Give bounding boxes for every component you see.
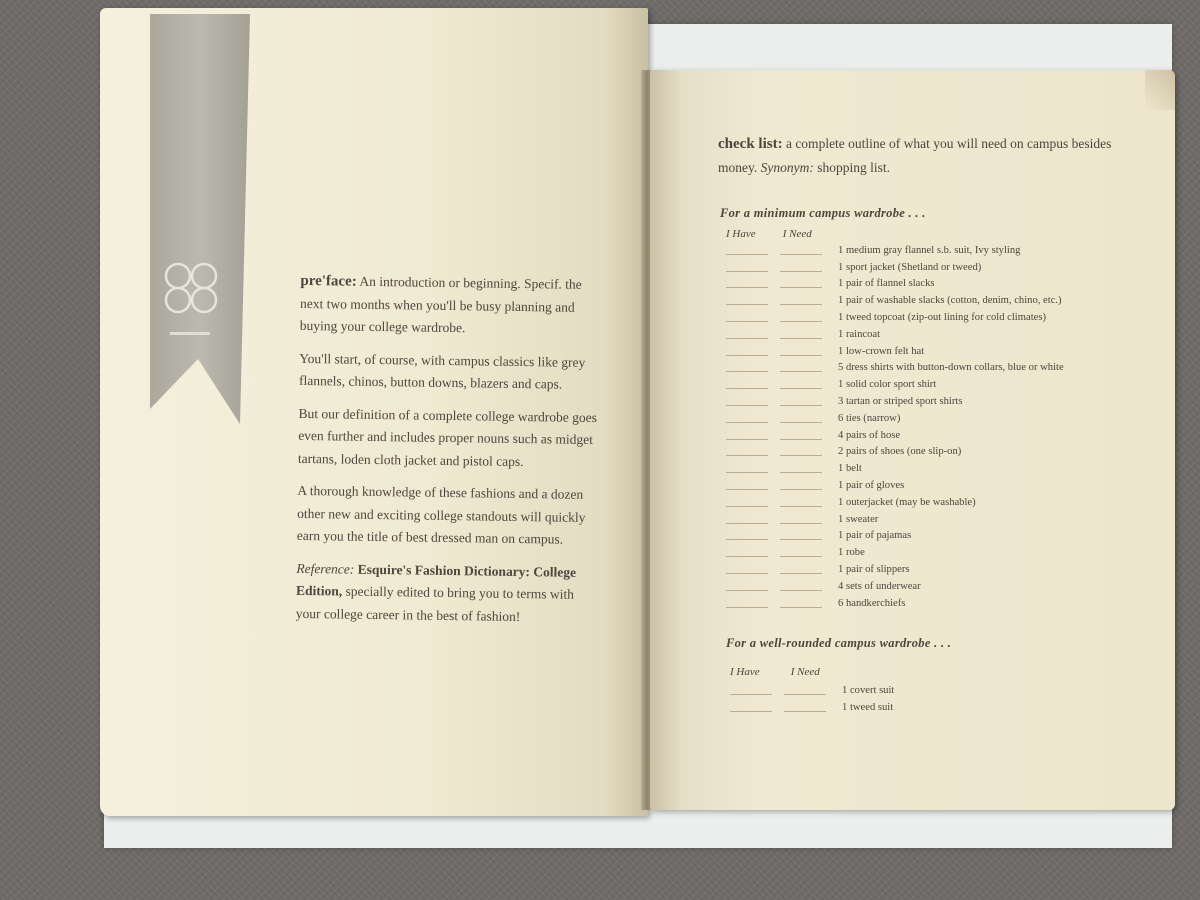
- check-list-definition: [718, 132, 1138, 180]
- check-list-term: check list:: [718, 136, 783, 152]
- list-item: [726, 276, 1064, 293]
- need-checkbox-line[interactable]: [780, 607, 822, 608]
- minimum-wardrobe-list: [726, 242, 1064, 612]
- left-page: [100, 8, 648, 816]
- list-item: [730, 682, 894, 699]
- need-checkbox-line[interactable]: [780, 506, 822, 507]
- item-label: 1 raincoat: [838, 328, 881, 340]
- list-item: [726, 242, 1064, 259]
- need-checkbox-line[interactable]: [780, 388, 822, 389]
- item-label: 1 pair of slippers: [838, 564, 910, 576]
- item-label: 1 sport jacket (Shetland or tweed): [838, 261, 982, 273]
- have-checkbox-line[interactable]: [726, 271, 768, 272]
- item-label: 1 medium gray flannel s.b. suit, Ivy styling: [838, 244, 1021, 256]
- list-item: [726, 376, 1064, 393]
- need-checkbox-line[interactable]: [780, 287, 822, 288]
- list-item: [726, 511, 1064, 528]
- need-checkbox-line[interactable]: [780, 539, 822, 540]
- ribbon-icon: [146, 14, 252, 424]
- reference-label: Reference:: [296, 560, 355, 577]
- have-checkbox-line[interactable]: [726, 371, 768, 372]
- item-label: 1 outerjacket (may be washable): [838, 496, 976, 508]
- have-checkbox-line[interactable]: [726, 472, 768, 473]
- item-label: 6 ties (narrow): [838, 412, 901, 424]
- have-checkbox-line[interactable]: [726, 439, 768, 440]
- list-item: [726, 292, 1064, 309]
- item-label: 1 pair of flannel slacks: [838, 278, 935, 290]
- item-label: 1 solid color sport shirt: [838, 379, 937, 391]
- item-label: 1 pair of pajamas: [838, 530, 912, 542]
- need-checkbox-line[interactable]: [780, 439, 822, 440]
- list-item: [726, 410, 1064, 427]
- have-checkbox-line[interactable]: [726, 422, 768, 423]
- minimum-column-headers: [726, 228, 812, 240]
- item-label: 1 sweater: [838, 513, 879, 525]
- have-checkbox-line[interactable]: [726, 607, 768, 608]
- list-item: [726, 578, 1064, 595]
- item-label: 1 pair of gloves: [838, 480, 905, 492]
- list-item: [726, 477, 1064, 494]
- need-checkbox-line[interactable]: [780, 371, 822, 372]
- list-item: [726, 544, 1064, 561]
- col-have-header: I Have: [730, 666, 760, 678]
- preface-paragraph-1: You'll start, of course, with campus classics like grey flannels, chinos, button downs, blazers and caps.: [298, 350, 586, 392]
- reference-title: Esquire's Fashion Dictionary: College Edition,: [295, 561, 577, 599]
- list-item: [726, 393, 1064, 410]
- have-checkbox-line[interactable]: [726, 304, 768, 305]
- have-checkbox-line[interactable]: [726, 523, 768, 524]
- need-checkbox-line[interactable]: [780, 355, 822, 356]
- need-checkbox-line[interactable]: [780, 321, 822, 322]
- preface-reference: [296, 557, 597, 629]
- reference-rest: specially edited to bring you to terms with your college career in the best of fashion!: [295, 583, 575, 624]
- have-checkbox-line[interactable]: [726, 405, 768, 406]
- item-label: 1 tweed topcoat (zip-out lining for cold climates): [838, 312, 1046, 324]
- have-checkbox-line[interactable]: [726, 573, 768, 574]
- item-label: 4 pairs of hose: [838, 429, 901, 441]
- list-item: [726, 343, 1064, 360]
- have-checkbox-line[interactable]: [726, 287, 768, 288]
- rounded-wardrobe-title: For a well-rounded campus wardrobe . . .: [726, 636, 952, 650]
- have-checkbox-line[interactable]: [726, 355, 768, 356]
- preface-term: pre'face:: [300, 272, 357, 290]
- item-label: 1 robe: [838, 547, 865, 559]
- synonym-value: shopping list.: [817, 160, 890, 175]
- need-checkbox-line[interactable]: [780, 254, 822, 255]
- page-corner-shading: [1145, 70, 1175, 110]
- have-checkbox-line[interactable]: [726, 338, 768, 339]
- col-need-header: I Need: [782, 228, 812, 240]
- list-item: [726, 444, 1064, 461]
- item-label: 1 tweed suit: [842, 701, 894, 713]
- have-checkbox-line[interactable]: [726, 321, 768, 322]
- need-checkbox-line[interactable]: [780, 523, 822, 524]
- item-label: 5 dress shirts with button-down collars, blue or white: [838, 362, 1064, 374]
- have-checkbox-line[interactable]: [730, 694, 772, 695]
- need-checkbox-line[interactable]: [784, 694, 826, 695]
- ribbon-bookmark-graphic: [146, 14, 252, 424]
- right-page: [650, 70, 1175, 810]
- have-checkbox-line[interactable]: [730, 711, 772, 712]
- preface-paragraph-3: A thorough knowledge of these fashions and a dozen other new and exciting college standouts will quickly earn you the title of best dressed man on campus.: [296, 482, 586, 547]
- list-item: [726, 494, 1064, 511]
- col-need-header: I Need: [790, 666, 820, 678]
- need-checkbox-line[interactable]: [780, 422, 822, 423]
- have-checkbox-line[interactable]: [726, 506, 768, 507]
- need-checkbox-line[interactable]: [780, 338, 822, 339]
- need-checkbox-line[interactable]: [780, 455, 822, 456]
- list-item: [726, 460, 1064, 477]
- list-item: [726, 309, 1064, 326]
- check-list-def: a complete outline of what you will need on campus besides money.: [718, 136, 1112, 175]
- preface-definition: [300, 270, 601, 342]
- item-label: 1 pair of washable slacks (cotton, denim, chino, etc.): [838, 295, 1062, 307]
- item-label: 1 belt: [838, 463, 862, 475]
- have-checkbox-line[interactable]: [726, 539, 768, 540]
- list-item: [726, 360, 1064, 377]
- list-item: [726, 259, 1064, 276]
- have-checkbox-line[interactable]: [726, 254, 768, 255]
- have-checkbox-line[interactable]: [726, 556, 768, 557]
- synonym-label: Synonym:: [760, 160, 814, 175]
- have-checkbox-line[interactable]: [726, 489, 768, 490]
- have-checkbox-line[interactable]: [726, 388, 768, 389]
- item-label: 3 tartan or striped sport shirts: [838, 396, 963, 408]
- need-checkbox-line[interactable]: [780, 590, 822, 591]
- item-label: 4 sets of underwear: [838, 580, 921, 592]
- need-checkbox-line[interactable]: [780, 489, 822, 490]
- have-checkbox-line[interactable]: [726, 590, 768, 591]
- list-item: [726, 326, 1064, 343]
- list-item: [726, 528, 1064, 545]
- list-item: [726, 561, 1064, 578]
- need-checkbox-line[interactable]: [780, 271, 822, 272]
- need-checkbox-line[interactable]: [780, 573, 822, 574]
- have-checkbox-line[interactable]: [726, 455, 768, 456]
- need-checkbox-line[interactable]: [780, 405, 822, 406]
- need-checkbox-line[interactable]: [780, 304, 822, 305]
- item-label: 1 covert suit: [842, 684, 895, 696]
- need-checkbox-line[interactable]: [780, 472, 822, 473]
- item-label: 1 low-crown felt hat: [838, 345, 925, 357]
- rounded-wardrobe-list: [730, 682, 894, 716]
- col-have-header: I Have: [726, 228, 756, 240]
- list-item: [730, 699, 894, 716]
- list-item: [726, 427, 1064, 444]
- need-checkbox-line[interactable]: [780, 556, 822, 557]
- need-checkbox-line[interactable]: [784, 711, 826, 712]
- rounded-column-headers: [730, 666, 820, 678]
- item-label: 6 handkerchiefs: [838, 597, 906, 609]
- list-item: [726, 595, 1064, 612]
- minimum-wardrobe-title: For a minimum campus wardrobe . . .: [720, 206, 926, 220]
- preface-paragraph-2: But our definition of a complete college wardrobe goes even further and includes proper nouns such as midget tartans, loden cloth jacket and pistol caps.: [297, 405, 598, 469]
- preface-definition-text: An introduction or beginning. Specif. the next two months when you'll be busy planning and buying your college wardrobe.: [299, 273, 582, 336]
- preface-text-block: [295, 270, 600, 639]
- item-label: 2 pairs of shoes (one slip-on): [838, 446, 962, 458]
